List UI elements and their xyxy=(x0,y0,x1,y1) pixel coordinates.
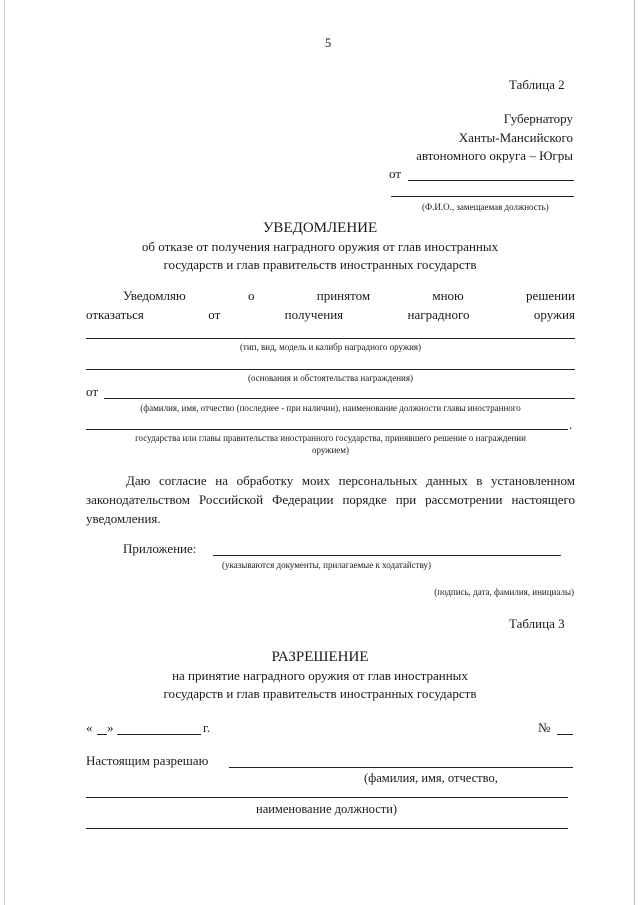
date-close-quote: » xyxy=(107,720,114,735)
scan-edge-left xyxy=(4,0,5,905)
word: от xyxy=(208,307,221,322)
head-fill-line-2[interactable] xyxy=(86,429,568,430)
head-fill-line[interactable] xyxy=(104,398,575,399)
from-label: от xyxy=(389,166,402,181)
signature-caption: (подпись, дата, фамилия, инициалы) xyxy=(434,587,574,597)
year-suffix: г. xyxy=(203,720,211,735)
word: наградного xyxy=(407,307,470,322)
permit-label: Настоящим разрешаю xyxy=(86,753,209,768)
date-day-fill[interactable] xyxy=(97,734,107,735)
permit-subtitle-1: на принятие наградного оружия от глав иностранных xyxy=(172,668,468,683)
weapon-fill-line[interactable] xyxy=(86,338,575,339)
permit-fill-line[interactable] xyxy=(229,767,573,768)
word: Уведомляю xyxy=(123,288,186,303)
attachment-label: Приложение: xyxy=(123,541,197,556)
grounds-caption: (основания и обстоятельства награждения) xyxy=(248,373,413,383)
period-mark: . xyxy=(569,417,573,432)
permit-fill-line-2[interactable] xyxy=(86,797,568,798)
word: о xyxy=(247,288,255,303)
page-number: 5 xyxy=(325,36,332,50)
permit-caption-fio: (фамилия, имя, отчество, xyxy=(364,771,498,785)
word: оружия xyxy=(533,307,575,322)
attachment-caption: (указываются документы, прилагаемые к ходатайству) xyxy=(222,560,432,570)
from2-label: от xyxy=(86,384,99,399)
head-caption-3: оружием) xyxy=(312,445,349,455)
permit-subtitle-2: государств и глав правительств иностранных государств xyxy=(163,686,477,701)
table2-label: Таблица 2 xyxy=(509,77,565,92)
consent-text: Даю согласие на обработку моих персональных данных в установленном законодательством Российской Федерации порядке при рассмотрении настоящего уведомления. xyxy=(86,473,575,526)
from-fill-line[interactable] xyxy=(408,180,574,181)
addressee-line-3: автономного округа – Югры xyxy=(416,148,573,163)
consent-paragraph xyxy=(86,471,575,528)
permit-fill-line-3[interactable] xyxy=(86,828,568,829)
weapon-caption: (тип, вид, модель и калибр наградного оружия) xyxy=(239,342,422,352)
scan-edge-right xyxy=(634,0,635,905)
fio-caption: (Ф.И.О., замещаемая должность) xyxy=(422,202,549,212)
attachment-fill-line[interactable] xyxy=(213,555,561,556)
word: отказаться xyxy=(86,307,144,322)
notice-body-line-2 xyxy=(86,307,575,323)
grounds-fill-line[interactable] xyxy=(86,369,575,370)
date-open-quote: « xyxy=(86,720,93,735)
head-caption-2: государства или главы правительства иностранного государства, принявшего решение о награждении xyxy=(135,433,526,443)
notice-subtitle-1: об отказе от получения наградного оружия от глав иностранных xyxy=(141,239,499,254)
head-caption: (фамилия, имя, отчество (последнее - при наличии), наименование должности главы иностранного xyxy=(140,403,521,413)
word: получения xyxy=(284,307,344,322)
from-fill-line-2[interactable] xyxy=(391,196,574,197)
notice-subtitle-2: государств и глав правительств иностранных государств xyxy=(163,257,477,272)
word: принятом xyxy=(316,288,371,303)
notice-body-line-1 xyxy=(123,288,575,304)
addressee-line-1: Губернатору xyxy=(503,111,573,126)
word: решении xyxy=(526,288,575,303)
permit-caption-position: наименование должности) xyxy=(256,802,398,816)
addressee-line-2: Ханты-Мансийского xyxy=(458,130,573,145)
number-sign: № xyxy=(538,720,551,735)
word: мною xyxy=(432,288,464,303)
table3-label: Таблица 3 xyxy=(509,616,565,631)
permit-title: РАЗРЕШЕНИЕ xyxy=(271,649,369,665)
date-month-fill[interactable] xyxy=(117,734,201,735)
notice-title: УВЕДОМЛЕНИЕ xyxy=(262,220,378,236)
number-fill[interactable] xyxy=(557,734,573,735)
